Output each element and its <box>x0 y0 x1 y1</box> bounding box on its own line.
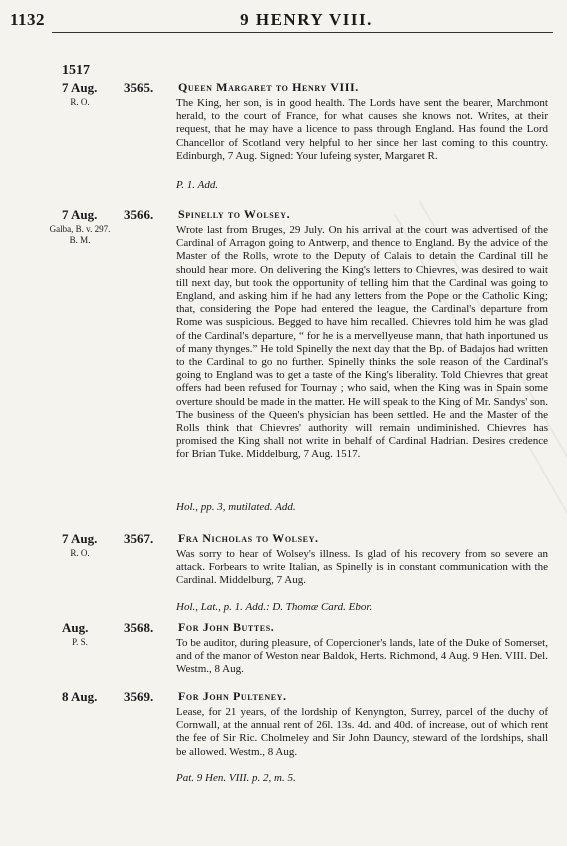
entry-number: 3568. <box>124 620 154 635</box>
entry-body: Was sorry to hear of Wolsey's illness. Is glad of his recovery from so severe an attack. Forbears to write Italian, as Spinelly is in constant communication with the Cardinal. Middelburg, 7 Aug. <box>176 548 548 587</box>
entry-number: 3569. <box>124 689 154 704</box>
entry-number: 3566. <box>124 207 154 222</box>
header-rule <box>52 32 553 33</box>
entry-body: The King, her son, is in good health. The Lords have sent the bearer, Marchmont herald, to the court of France, for what causes she knows not. Writes, at their request, that he may have a licence to pass through England. Has found the Lord Chancellor of Scotland very helpful to her since her last coming to this country. Edinburgh, 7 Aug. Signed: Your lufeing syster, Margaret R. <box>176 97 548 162</box>
entry-source: R. O. <box>70 97 90 107</box>
entry-source: P. S. <box>72 637 88 647</box>
entry-date: Aug. <box>62 620 89 635</box>
entry-source: R. O. <box>70 548 90 558</box>
entry-number: 3565. <box>124 80 154 95</box>
entry-title: Fra Nicholas to Wolsey. <box>178 531 319 545</box>
page-number: 1132 <box>10 10 46 29</box>
entry-body: Wrote last from Bruges, 29 July. On his arrival at the court was advertised of the Cardinal of Arragon going to Antwerp, and thence to England. By the advice of the Master of the Rolls, wrote to the Deputy of Calais to detain the Cardinal till he should hear more. On delivering the King's letters to Chievres, was desired to wait till next day, but took the opportunity of telling him that the Cardinal was going to England, and asking him if he had any letters from the Pope or the Catholic King; that, considering the Pope had entered the league, the Cardinal's departure from Rome was suspicious. Begged to have him recalled. Chievres told him he was glad of the Cardinal's departure, “ for he is a mervellyeuse mann, that hath inportuned us of many thynges.” He told Spinelly the next day that the Bp. of Badajos had written to the Cardinal to go no further. Spinelly thinks the sole reason of the Cardinal's going to England was to get a taste of the King's liberality. Told Chievres that great offers had been refused for Tournay ; who said, when the King was in Spain some overture should be made in the matter. He will speak to the King of Mr. Sandys' son. The business of the Queen's physician has been settled. He and the Master of the Rolls think that Chievres' authority will remain undiminished. Chievres has promised the King shall not write in behalf of Cardinal Hadrian. Desires credence for Brian Tuke. Middelburg, 7 Aug. 1517. <box>176 224 548 461</box>
entry-title: For John Buttes. <box>178 620 275 634</box>
entry-source: Galba, B. v. 297. B. M. <box>49 224 111 245</box>
entry-date: 8 Aug. <box>62 689 98 704</box>
entry-title: Queen Margaret to Henry VIII. <box>178 80 359 94</box>
entry-body: Lease, for 21 years, of the lordship of Kenyngton, Surrey, parcel of the duchy of Cornwall, at the annual rent of 26l. 13s. 4d. and 40d. of increase, out of which rent the fee of Sir Ric. Cholmeley and Sir John Dauncy, steward of the lordships, shall be allowed. Westm., 8 Aug. <box>176 706 548 758</box>
page-header <box>10 10 553 32</box>
entry-title: Spinelly to Wolsey. <box>178 207 291 221</box>
entry-date: 7 Aug. <box>62 531 98 546</box>
year-heading: 1517 <box>62 63 90 78</box>
entry-date: 7 Aug. <box>62 80 98 95</box>
entry-date: 7 Aug. <box>62 207 98 222</box>
entry-footnote: Pat. 9 Hen. VIII. p. 2, m. 5. <box>176 772 296 784</box>
entry-footnote: Hol., pp. 3, mutilated. Add. <box>176 501 296 513</box>
entry-footnote: Hol., Lat., p. 1. Add.: D. Thomæ Card. Ebor. <box>176 601 373 613</box>
entry-number: 3567. <box>124 531 154 546</box>
entry-footnote: P. 1. Add. <box>176 179 219 191</box>
entry-title: For John Pulteney. <box>178 689 287 703</box>
running-head: 9 HENRY VIII. <box>240 10 373 29</box>
entry-body: To be auditor, during pleasure, of Copercioner's lands, late of the Duke of Somerset, and of the manor of Weston near Baldok, Herts. Richmond, 4 Aug. 9 Hen. VIII. Del. Westm., 8 Aug. <box>176 637 548 676</box>
